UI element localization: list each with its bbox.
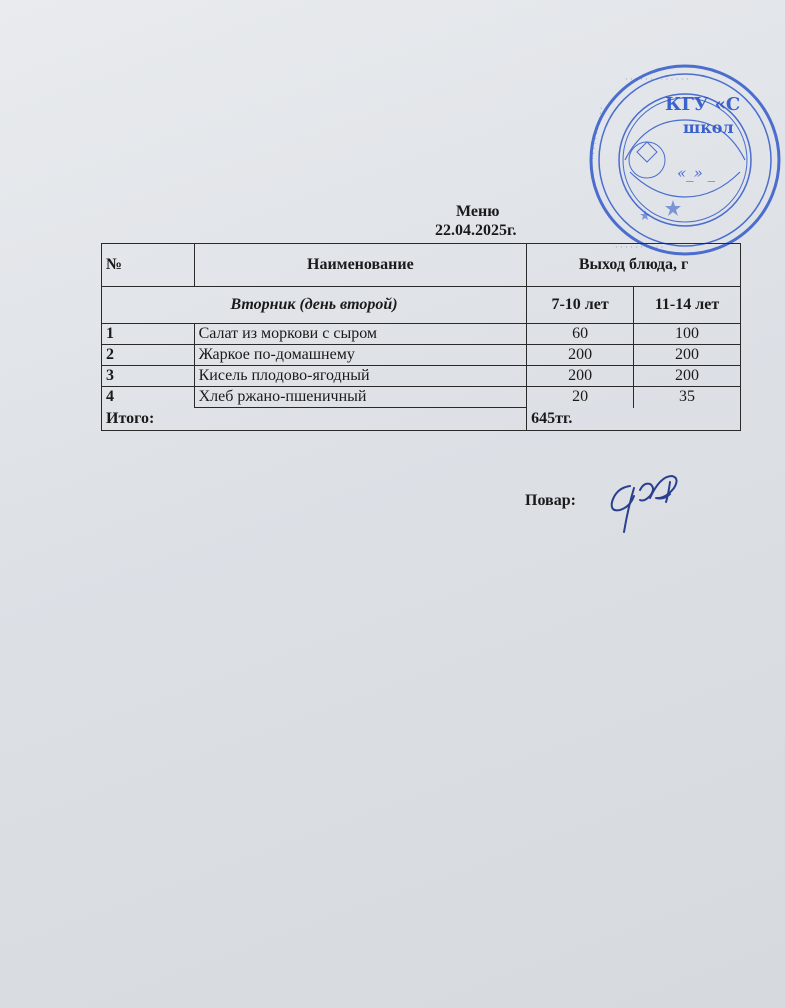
total-value: 645тг. [527,408,741,431]
age-group-7-10: 7-10 лет [527,287,634,324]
svg-text:· · · · · · · · · · ·: · · · · · · · · · · · [588,106,607,161]
svg-text:· · · · · · · · · ·: · · · · · · · · · · [615,243,664,252]
stamp-org-text: КГУ «С [665,94,741,115]
yield-11-14: 100 [634,324,741,345]
yield-7-10: 60 [527,324,634,345]
day-row [102,287,741,324]
column-header-name: Наименование [194,244,527,287]
menu-title: Меню [456,203,500,220]
column-header-yield: Выход блюда, г [527,244,741,287]
table-header-row [102,244,741,287]
cook-signature [600,468,695,538]
table-row [102,345,741,366]
table-row [102,366,741,387]
dish-name: Жаркое по-домашнему [194,345,527,366]
table-row [102,324,741,345]
day-label: Вторник (день второй) [102,287,527,324]
row-number: 2 [102,345,195,366]
row-number: 4 [102,387,195,408]
age-group-11-14: 11-14 лет [634,287,741,324]
dish-name: Хлеб ржано-пшеничный [194,387,527,408]
stamp-date-text: «_» _ [677,164,716,182]
dish-name: Салат из моркови с сыром [194,324,527,345]
column-header-number: № [102,244,195,287]
total-row [102,408,741,431]
yield-7-10: 200 [527,366,634,387]
yield-11-14: 200 [634,366,741,387]
yield-11-14: 200 [634,345,741,366]
row-number: 3 [102,366,195,387]
yield-11-14: 35 [634,387,741,408]
total-label: Итого: [102,408,527,431]
cook-label: Повар: [525,492,576,509]
official-stamp-seal [585,60,785,260]
dish-name: Кисель плодово-ягодный [194,366,527,387]
row-number: 1 [102,324,195,345]
menu-table [101,243,741,431]
yield-7-10: 200 [527,345,634,366]
yield-7-10: 20 [527,387,634,408]
menu-date: 22.04.2025г. [435,222,517,239]
stamp-sub-text: школ [683,118,734,137]
table-row [102,387,741,408]
svg-text:· · · · · · · · · · · · ·: · · · · · · · · · · · · · [625,75,689,84]
